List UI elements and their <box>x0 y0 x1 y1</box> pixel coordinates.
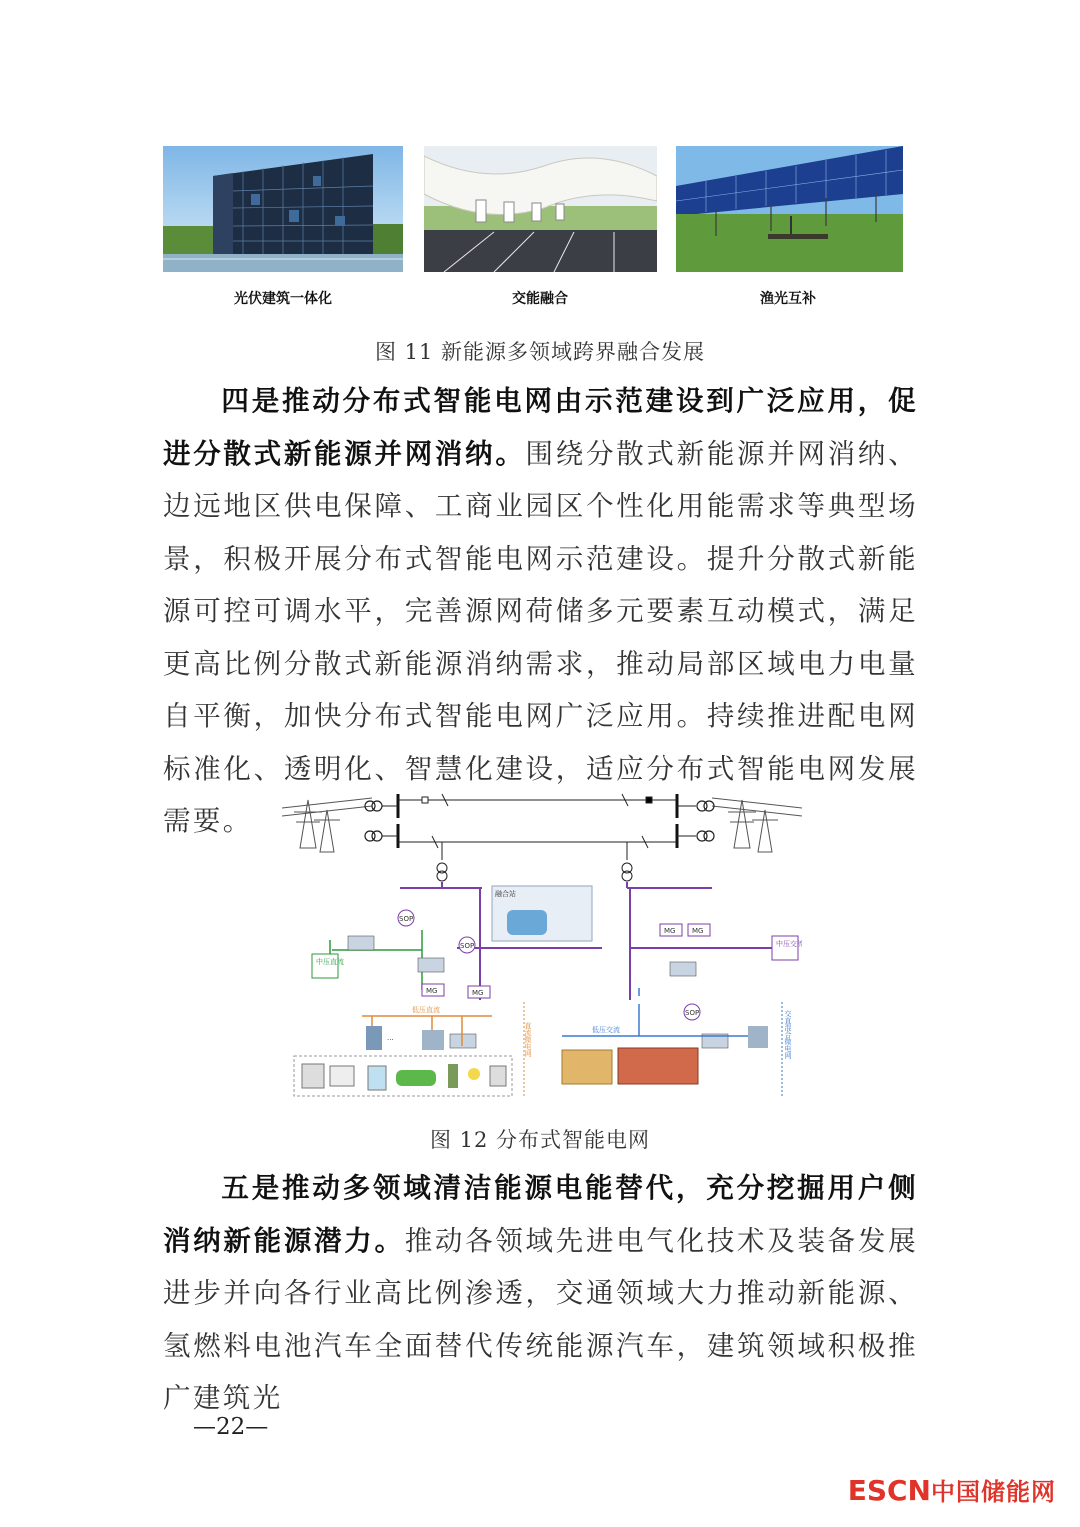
paragraph-lead: 四是推动分布式智能电网由示范建设到广泛应用，促进分散式新能源并网消纳。 <box>163 385 918 470</box>
solar-panel-icon <box>348 936 728 1048</box>
sop-label: SOP <box>460 942 475 950</box>
sop-label: SOP <box>399 915 414 923</box>
transmission-tower-icon <box>712 798 802 852</box>
lv-dc-label: 低压直流 <box>412 1006 440 1014</box>
figure-11-photos <box>163 146 903 272</box>
paragraph-lead: 五是推动多领域清洁能源电能替代，充分挖掘用户侧消纳新能源潜力。 <box>163 1172 918 1257</box>
photo-caption-fishery-solar: 渔光互补 <box>760 291 816 307</box>
mg-label: MG <box>426 987 438 995</box>
page-number: —22— <box>193 1414 269 1440</box>
bipv-building-photo <box>163 146 403 272</box>
escn-watermark-logo <box>848 1472 1056 1507</box>
mg-label: MG <box>664 927 676 935</box>
sop-label: SOP <box>685 1009 700 1017</box>
fusion-station-label: 融合站 <box>495 890 516 898</box>
mg-label: MG <box>692 927 704 935</box>
mv-ac-label: 中压交流 <box>776 940 802 948</box>
ellipsis-label: ... <box>387 1034 394 1042</box>
paragraph-body: 推动各领域先进电气化技术及装备发展进步并向各行业高比例渗透，交通领域大力推动新能源、氢燃料电池汽车全面替代传统能源汽车，建筑领域积极推广建筑光 <box>163 1224 918 1414</box>
mv-dc-label: 中压直流 <box>316 958 344 966</box>
figure-11-caption: 图 11 新能源多领域跨界融合发展 <box>374 340 706 364</box>
fishery-solar-photo <box>676 146 903 272</box>
photo-caption-bipv: 光伏建筑一体化 <box>234 291 332 307</box>
watermark-brand: ESCN <box>847 1474 931 1507</box>
hybrid-microgrid-label: 交直混合微电网 <box>784 1010 792 1059</box>
figure-12-caption: 图 12 分布式智能电网 <box>429 1128 651 1152</box>
ev-charging-station-photo <box>424 146 657 272</box>
distributed-smart-grid-diagram <box>282 790 802 1102</box>
mg-label: MG <box>472 989 484 997</box>
transmission-tower-icon <box>282 798 372 852</box>
paragraph-body: 围绕分散式新能源并网消纳、边远地区供电保障、工商业园区个性化用能需求等典型场景，积极开展分布式智能电网示范建设。提升分散式新能源可控可调水平，完善源网荷储多元要素互动模式，满足更高比例分散式新能源消纳需求，推动局部区域电力电量自平衡，加快分布式智能电网广泛应用。持续推进配电网标准化、透明化、智慧化建设，适应分布式智能电网发展需要。 <box>163 437 918 837</box>
paragraph-distributed-grid <box>163 375 918 848</box>
appliance-icon <box>302 1064 506 1090</box>
watermark-name: 中国储能网 <box>931 1478 1056 1506</box>
lv-ac-label: 低压交流 <box>592 1026 620 1034</box>
paragraph-electrification <box>163 1162 918 1425</box>
dc-microgrid-label: 直流微电网 <box>524 1022 532 1057</box>
photo-caption-transport-energy: 交能融合 <box>512 291 568 307</box>
